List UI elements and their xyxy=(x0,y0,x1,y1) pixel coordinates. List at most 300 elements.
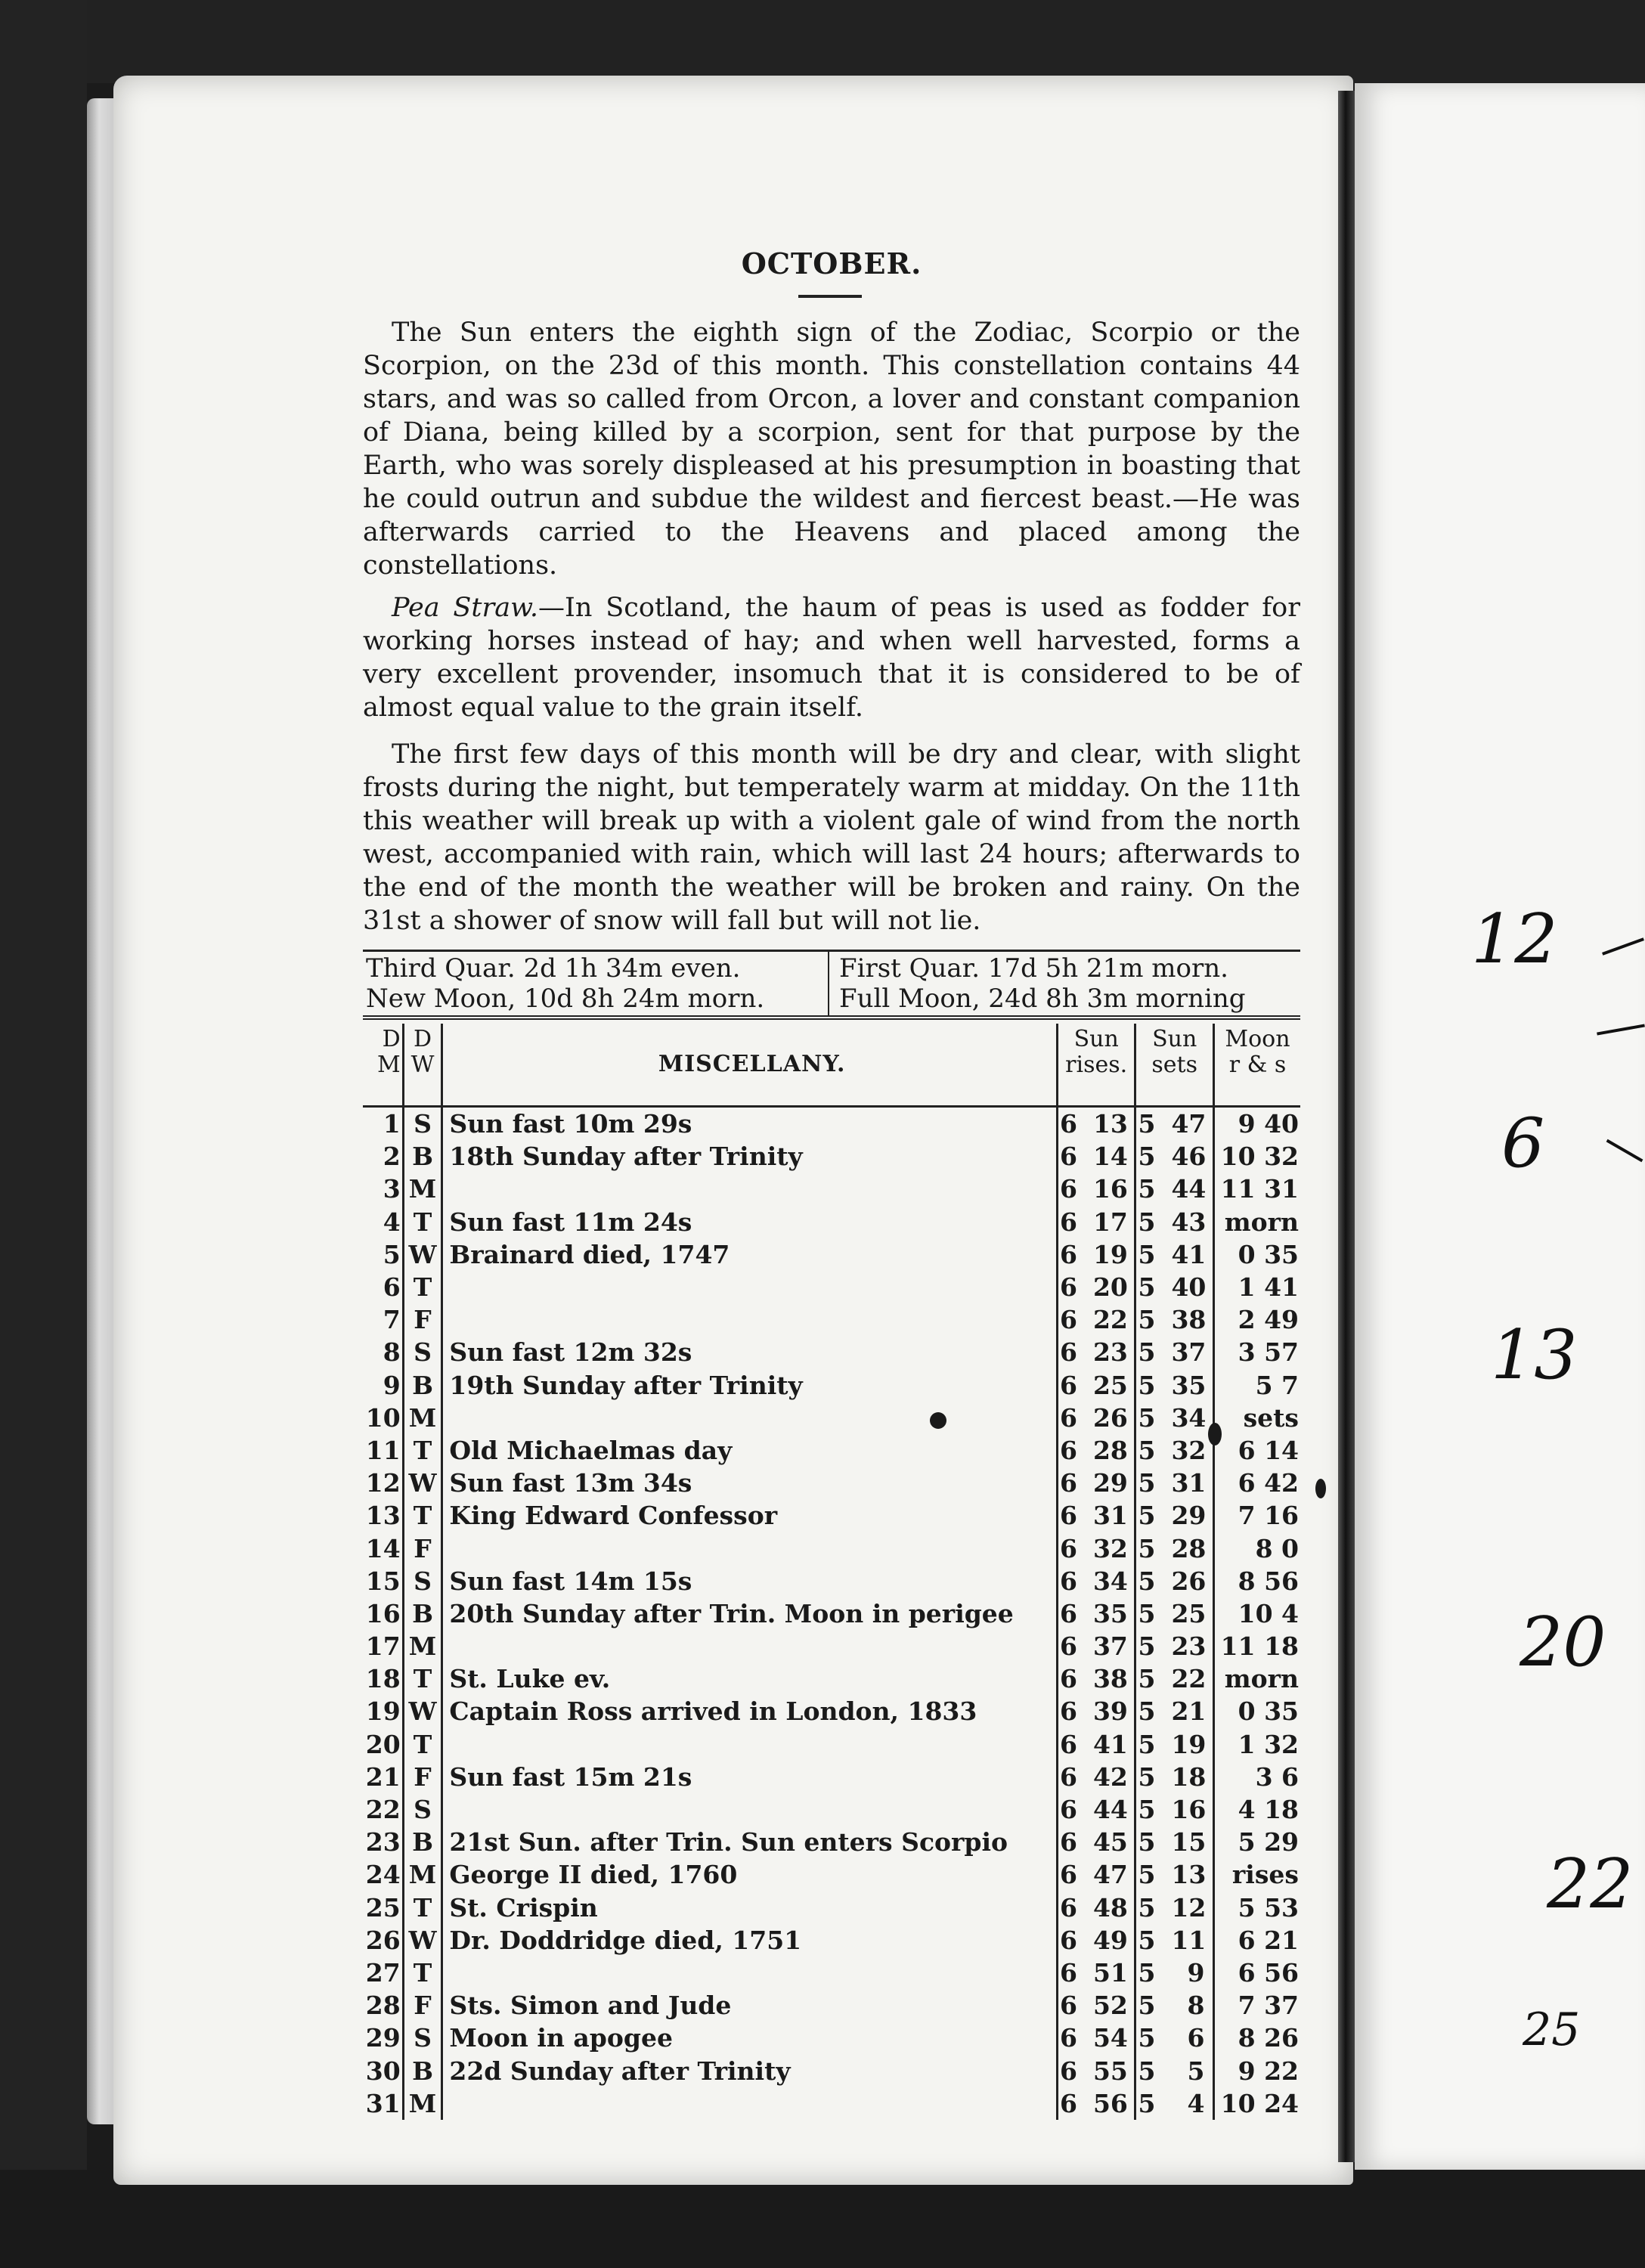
sunset-hour: 5 xyxy=(1138,1729,1156,1759)
sunset-hour: 5 xyxy=(1138,1142,1156,1172)
moon-phases-left xyxy=(366,953,819,1014)
sunrise-minute: 31 xyxy=(1092,1501,1128,1531)
moon-cell: 8 0 xyxy=(1255,1533,1299,1563)
day-of-week-cell: T xyxy=(403,1892,442,1924)
paragraph-text: The Sun enters the eighth sign of the Zodiac, Scorpio or the Scorpion, on the 23d of this month. This constellation contains 44 stars, and was so called from Orcon, a lover and constant companion of Diana, being killed by a scorpion, sent for that purpose by the Earth, who was sorely displeased at his presumption in boasting that he could outrun and subdue the wildest and fiercest beast.—He was afterwards carried to the Heavens and placed among the constellations. xyxy=(363,318,1300,581)
table-row xyxy=(363,1957,1300,1989)
miscellany-cell xyxy=(442,1793,1058,1826)
sunset-cell xyxy=(1135,1793,1214,1826)
sunrise-minute: 32 xyxy=(1092,1533,1128,1563)
day-of-week-cell: S xyxy=(403,2022,442,2054)
moon-cell: 9 22 xyxy=(1238,2056,1299,2086)
sunset-cell xyxy=(1135,1467,1214,1499)
sunrise-hour: 6 xyxy=(1059,1239,1077,1269)
table-row xyxy=(363,1206,1300,1238)
sunset-cell xyxy=(1135,1206,1214,1238)
sunrise-cell xyxy=(1057,1826,1135,1858)
sunset-cell xyxy=(1135,1858,1214,1891)
header-sun-rises: Sun rises. xyxy=(1057,1024,1135,1107)
sunrise-cell xyxy=(1057,1858,1135,1891)
moon-cell: 9 40 xyxy=(1238,1109,1299,1139)
day-of-week-cell: T xyxy=(403,1662,442,1695)
day-of-week-cell: B xyxy=(403,1826,442,1858)
day-of-month-cell: 20 xyxy=(363,1728,403,1761)
day-of-month-cell: 31 xyxy=(363,2087,403,2120)
day-of-month-cell: 1 xyxy=(363,1107,403,1141)
paragraph-weather xyxy=(363,738,1300,937)
sunset-hour: 5 xyxy=(1138,1664,1156,1694)
sunrise-hour: 6 xyxy=(1059,1860,1077,1890)
sunset-hour: 5 xyxy=(1138,1925,1156,1955)
sunrise-hour: 6 xyxy=(1059,1631,1077,1662)
sunrise-cell xyxy=(1057,2054,1135,2087)
handwritten-stroke xyxy=(1602,937,1644,956)
sunset-hour: 5 xyxy=(1138,2023,1156,2053)
miscellany-cell: Sun fast 14m 15s xyxy=(442,1565,1058,1597)
sunrise-hour: 6 xyxy=(1059,1402,1077,1433)
miscellany-cell: George II died, 1760 xyxy=(442,1858,1058,1891)
calendar-table xyxy=(363,1024,1300,2120)
sunrise-minute: 52 xyxy=(1092,1991,1128,2021)
miscellany-cell xyxy=(442,1957,1058,1989)
paragraph-text: The first few days of this month will be dry and clear, with slight frosts during the night, but temperately warm at midday. On the 11th this weather will break up with a violent gale of wind from the north west, accompanied with rain, which will last 24 hours; afterwards to the end of the month the weather will be broken and rainy. On the 31st a shower of snow will fall but will not lie. xyxy=(363,739,1300,936)
table-row xyxy=(363,1662,1300,1695)
moon-cell: 5 29 xyxy=(1238,1827,1299,1857)
moon-cell: 3 6 xyxy=(1255,1761,1299,1792)
table-row xyxy=(363,1173,1300,1205)
sunset-cell xyxy=(1135,1597,1214,1630)
moon-cell: morn xyxy=(1224,1207,1299,1237)
sunrise-minute: 22 xyxy=(1092,1305,1128,1335)
sunset-cell xyxy=(1135,1336,1214,1368)
sunset-minute: 15 xyxy=(1171,1827,1207,1857)
sunrise-hour: 6 xyxy=(1059,2088,1077,2118)
book-spine xyxy=(1338,91,1355,2162)
sunset-minute: 34 xyxy=(1171,1402,1207,1433)
miscellany-cell: 22d Sunday after Trinity xyxy=(442,2054,1058,2087)
handwritten-number: 13 xyxy=(1491,1315,1578,1395)
sunrise-minute: 44 xyxy=(1092,1795,1128,1825)
day-of-week-cell: M xyxy=(403,1858,442,1891)
miscellany-cell: 20th Sunday after Trin. Moon in perigee xyxy=(442,1597,1058,1630)
sunset-hour: 5 xyxy=(1138,2088,1156,2118)
miscellany-cell xyxy=(442,1271,1058,1303)
sunrise-hour: 6 xyxy=(1059,1892,1077,1923)
miscellany-cell xyxy=(442,1303,1058,1336)
sunrise-minute: 45 xyxy=(1092,1827,1128,1857)
miscellany-cell: 21st Sun. after Trin. Sun enters Scorpio xyxy=(442,1826,1058,1858)
sunset-hour: 5 xyxy=(1138,2056,1156,2086)
sunset-cell xyxy=(1135,1957,1214,1989)
miscellany-cell: Dr. Doddridge died, 1751 xyxy=(442,1924,1058,1957)
sunset-cell xyxy=(1135,1892,1214,1924)
moon-cell: 10 24 xyxy=(1220,2088,1299,2118)
sunset-minute: 9 xyxy=(1187,1957,1205,1988)
sunrise-minute: 38 xyxy=(1092,1664,1128,1694)
sunrise-minute: 54 xyxy=(1092,2023,1128,2053)
sunset-hour: 5 xyxy=(1138,1566,1156,1596)
moon-cell: 0 35 xyxy=(1238,1696,1299,1727)
day-of-month-cell: 10 xyxy=(363,1402,403,1434)
miscellany-cell: Old Michaelmas day xyxy=(442,1434,1058,1467)
moon-cell: 6 56 xyxy=(1238,1957,1299,1988)
miscellany-cell xyxy=(442,1173,1058,1205)
sunrise-cell xyxy=(1057,1761,1135,1793)
moon-phases-right xyxy=(839,953,1299,1014)
sunset-minute: 28 xyxy=(1171,1533,1207,1563)
table-row xyxy=(363,1140,1300,1173)
sunrise-minute: 17 xyxy=(1092,1207,1128,1237)
day-of-month-cell: 7 xyxy=(363,1303,403,1336)
day-of-week-cell: F xyxy=(403,1989,442,2022)
day-of-month-cell: 27 xyxy=(363,1957,403,1989)
day-of-week-cell: M xyxy=(403,1630,442,1662)
page-title: OCTOBER. xyxy=(741,246,922,280)
sunrise-hour: 6 xyxy=(1059,1207,1077,1237)
sunset-minute: 35 xyxy=(1171,1370,1207,1400)
sunrise-minute: 13 xyxy=(1092,1109,1128,1139)
paragraph-text: —In Scotland, the haum of peas is used as fodder for working horses instead of hay; and when well harvested, forms a very excellent provender, insomuch that it is considered to be of almost equal value to the grain itself. xyxy=(363,593,1300,723)
sunrise-cell xyxy=(1057,1206,1135,1238)
sunrise-hour: 6 xyxy=(1059,1598,1077,1628)
sunset-hour: 5 xyxy=(1138,1305,1156,1335)
sunset-cell xyxy=(1135,1173,1214,1205)
sunrise-cell xyxy=(1057,1499,1135,1532)
sunset-cell xyxy=(1135,1107,1214,1141)
sunrise-hour: 6 xyxy=(1059,1696,1077,1727)
sunset-hour: 5 xyxy=(1138,1468,1156,1498)
sunrise-hour: 6 xyxy=(1059,1729,1077,1759)
day-of-week-cell: T xyxy=(403,1434,442,1467)
table-row xyxy=(363,1597,1300,1630)
sunrise-minute: 25 xyxy=(1092,1370,1128,1400)
sunset-hour: 5 xyxy=(1138,1402,1156,1433)
day-of-month-cell: 3 xyxy=(363,1173,403,1205)
sunrise-hour: 6 xyxy=(1059,1533,1077,1563)
sunset-minute: 43 xyxy=(1171,1207,1207,1237)
sunset-hour: 5 xyxy=(1138,1957,1156,1988)
sunset-hour: 5 xyxy=(1138,1598,1156,1628)
sunset-minute: 5 xyxy=(1187,2056,1205,2086)
day-of-week-cell: W xyxy=(403,1467,442,1499)
handwritten-stroke xyxy=(1606,1139,1643,1162)
miscellany-cell: Captain Ross arrived in London, 1833 xyxy=(442,1695,1058,1727)
day-of-month-cell: 2 xyxy=(363,1140,403,1173)
sunrise-hour: 6 xyxy=(1059,1174,1077,1204)
day-of-week-cell: T xyxy=(403,1271,442,1303)
sunset-cell xyxy=(1135,1630,1214,1662)
day-of-month-cell: 23 xyxy=(363,1826,403,1858)
ink-smudge xyxy=(1315,1479,1326,1498)
sunrise-cell xyxy=(1057,1662,1135,1695)
day-of-month-cell: 8 xyxy=(363,1336,403,1368)
day-of-month-cell: 17 xyxy=(363,1630,403,1662)
day-of-week-cell: S xyxy=(403,1336,442,1368)
miscellany-cell: 18th Sunday after Trinity xyxy=(442,1140,1058,1173)
sunrise-cell xyxy=(1057,1173,1135,1205)
table-row xyxy=(363,1761,1300,1793)
sunrise-cell xyxy=(1057,2087,1135,2120)
day-of-month-cell: 25 xyxy=(363,1892,403,1924)
sunrise-minute: 56 xyxy=(1092,2088,1128,2118)
table-row xyxy=(363,1107,1300,1141)
day-of-week-cell: B xyxy=(403,1597,442,1630)
moon-cell: 2 49 xyxy=(1238,1305,1299,1335)
sunset-hour: 5 xyxy=(1138,1501,1156,1531)
moon-cell: 7 37 xyxy=(1238,1991,1299,2021)
miscellany-cell: St. Crispin xyxy=(442,1892,1058,1924)
moon-cell: 11 31 xyxy=(1220,1174,1299,1204)
day-of-month-cell: 13 xyxy=(363,1499,403,1532)
ink-smudge xyxy=(1208,1423,1222,1445)
table-row xyxy=(363,1532,1300,1564)
sunrise-cell xyxy=(1057,1924,1135,1957)
day-of-week-cell: F xyxy=(403,1761,442,1793)
sunset-cell xyxy=(1135,1662,1214,1695)
day-of-month-cell: 14 xyxy=(363,1532,403,1564)
sunset-minute: 4 xyxy=(1187,2088,1205,2118)
sunrise-cell xyxy=(1057,1989,1135,2022)
phases-divider xyxy=(828,952,829,1015)
table-row xyxy=(363,1271,1300,1303)
paragraph-pea-straw xyxy=(363,591,1300,724)
sunset-minute: 16 xyxy=(1171,1795,1207,1825)
page-stack-edge xyxy=(87,98,117,2124)
sunrise-hour: 6 xyxy=(1059,1566,1077,1596)
table-row xyxy=(363,1434,1300,1467)
sunset-hour: 5 xyxy=(1138,1795,1156,1825)
sunrise-cell xyxy=(1057,1434,1135,1467)
sunset-hour: 5 xyxy=(1138,1239,1156,1269)
sunset-cell xyxy=(1135,2022,1214,2054)
sunrise-minute: 23 xyxy=(1092,1337,1128,1368)
sunset-minute: 13 xyxy=(1171,1860,1207,1890)
moon-cell: 7 16 xyxy=(1238,1501,1299,1531)
day-of-week-cell: M xyxy=(403,2087,442,2120)
day-of-week-cell: B xyxy=(403,1140,442,1173)
day-of-month-cell: 29 xyxy=(363,2022,403,2054)
sunset-minute: 6 xyxy=(1187,2023,1205,2053)
sunset-cell xyxy=(1135,1369,1214,1402)
sunset-minute: 38 xyxy=(1171,1305,1207,1335)
sunrise-cell xyxy=(1057,2022,1135,2054)
day-of-month-cell: 5 xyxy=(363,1238,403,1271)
table-row xyxy=(363,1826,1300,1858)
sunrise-cell xyxy=(1057,1303,1135,1336)
sunset-cell xyxy=(1135,1140,1214,1173)
paragraph-scorpio xyxy=(363,316,1300,582)
table-row xyxy=(363,1303,1300,1336)
sunrise-cell xyxy=(1057,1369,1135,1402)
sunrise-hour: 6 xyxy=(1059,1142,1077,1172)
sunset-cell xyxy=(1135,1728,1214,1761)
sunrise-hour: 6 xyxy=(1059,1761,1077,1792)
header-day-of-week: D W xyxy=(403,1024,442,1107)
sunrise-cell xyxy=(1057,1467,1135,1499)
sunset-cell xyxy=(1135,1761,1214,1793)
sunset-hour: 5 xyxy=(1138,1207,1156,1237)
sunrise-hour: 6 xyxy=(1059,2056,1077,2086)
sunrise-hour: 6 xyxy=(1059,1468,1077,1498)
moon-cell: 6 14 xyxy=(1238,1435,1299,1465)
sunrise-cell xyxy=(1057,1793,1135,1826)
day-of-week-cell: F xyxy=(403,1303,442,1336)
sunset-hour: 5 xyxy=(1138,1991,1156,2021)
sunset-hour: 5 xyxy=(1138,1533,1156,1563)
table-row xyxy=(363,1402,1300,1434)
moon-phases xyxy=(363,950,1300,1020)
miscellany-cell: Sun fast 11m 24s xyxy=(442,1206,1058,1238)
sunrise-hour: 6 xyxy=(1059,1991,1077,2021)
sunrise-minute: 49 xyxy=(1092,1925,1128,1955)
miscellany-cell: Brainard died, 1747 xyxy=(442,1238,1058,1271)
sunrise-hour: 6 xyxy=(1059,1370,1077,1400)
sunrise-hour: 6 xyxy=(1059,1337,1077,1368)
handwritten-number: 12 xyxy=(1471,900,1558,979)
day-of-week-cell: M xyxy=(403,1402,442,1434)
day-of-month-cell: 12 xyxy=(363,1467,403,1499)
moon-cell: 5 53 xyxy=(1238,1892,1299,1923)
sunset-cell xyxy=(1135,1303,1214,1336)
sunset-hour: 5 xyxy=(1138,1892,1156,1923)
sunset-hour: 5 xyxy=(1138,1109,1156,1139)
sunset-minute: 40 xyxy=(1171,1272,1207,1303)
sunrise-cell xyxy=(1057,1336,1135,1368)
sunset-cell xyxy=(1135,1434,1214,1467)
table-row xyxy=(363,1336,1300,1368)
miscellany-cell: Sun fast 13m 34s xyxy=(442,1467,1058,1499)
table-header-row xyxy=(363,1024,1300,1107)
sunrise-hour: 6 xyxy=(1059,1664,1077,1694)
day-of-month-cell: 9 xyxy=(363,1369,403,1402)
sunset-cell xyxy=(1135,1924,1214,1957)
sunrise-minute: 42 xyxy=(1092,1761,1128,1792)
sunset-minute: 19 xyxy=(1171,1729,1207,1759)
day-of-week-cell: T xyxy=(403,1499,442,1532)
sunset-cell xyxy=(1135,1532,1214,1564)
paragraph-body xyxy=(363,591,1300,724)
moon-cell: 8 26 xyxy=(1238,2023,1299,2053)
handwritten-number: 20 xyxy=(1520,1603,1606,1682)
sunrise-minute: 20 xyxy=(1092,1272,1128,1303)
moon-cell: sets xyxy=(1243,1402,1299,1433)
sunrise-cell xyxy=(1057,1957,1135,1989)
ink-smudge xyxy=(930,1412,946,1429)
sunset-minute: 31 xyxy=(1171,1468,1207,1498)
sunset-hour: 5 xyxy=(1138,1631,1156,1662)
left-page xyxy=(113,76,1353,2185)
sunrise-hour: 6 xyxy=(1059,1957,1077,1988)
sunrise-cell xyxy=(1057,1892,1135,1924)
sunrise-hour: 6 xyxy=(1059,1827,1077,1857)
sunrise-minute: 39 xyxy=(1092,1696,1128,1727)
sunrise-hour: 6 xyxy=(1059,1795,1077,1825)
day-of-week-cell: S xyxy=(403,1107,442,1141)
sunrise-hour: 6 xyxy=(1059,1272,1077,1303)
sunset-minute: 37 xyxy=(1171,1337,1207,1368)
sunset-hour: 5 xyxy=(1138,1827,1156,1857)
day-of-week-cell: W xyxy=(403,1695,442,1727)
table-row xyxy=(363,1565,1300,1597)
sunset-cell xyxy=(1135,1402,1214,1434)
miscellany-cell: King Edward Confessor xyxy=(442,1499,1058,1532)
scan-background-top xyxy=(0,0,1645,83)
day-of-week-cell: S xyxy=(403,1565,442,1597)
header-day-of-month: D M xyxy=(363,1024,403,1107)
sunrise-hour: 6 xyxy=(1059,2023,1077,2053)
sunset-hour: 5 xyxy=(1138,1272,1156,1303)
sunset-minute: 11 xyxy=(1171,1925,1207,1955)
sunrise-cell xyxy=(1057,1107,1135,1141)
miscellany-cell xyxy=(442,1532,1058,1564)
handwritten-number: 25 xyxy=(1523,2003,1581,2056)
miscellany-cell xyxy=(442,2087,1058,2120)
sunset-hour: 5 xyxy=(1138,1174,1156,1204)
sunrise-minute: 47 xyxy=(1092,1860,1128,1890)
moon-cell: morn xyxy=(1224,1664,1299,1694)
header-moon: Moon r & s xyxy=(1213,1024,1300,1107)
miscellany-cell: 19th Sunday after Trinity xyxy=(442,1369,1058,1402)
sunset-hour: 5 xyxy=(1138,1696,1156,1727)
header-miscellany: MISCELLANY. xyxy=(442,1024,1058,1107)
sunrise-minute: 28 xyxy=(1092,1435,1128,1465)
full-moon: Full Moon, 24d 8h 3m morning xyxy=(839,984,1246,1014)
day-of-month-cell: 15 xyxy=(363,1565,403,1597)
miscellany-cell xyxy=(442,1728,1058,1761)
miscellany-cell: Sun fast 12m 32s xyxy=(442,1336,1058,1368)
day-of-week-cell: F xyxy=(403,1532,442,1564)
sunrise-hour: 6 xyxy=(1059,1109,1077,1139)
day-of-month-cell: 21 xyxy=(363,1761,403,1793)
day-of-week-cell: T xyxy=(403,1206,442,1238)
sunrise-hour: 6 xyxy=(1059,1501,1077,1531)
sunset-hour: 5 xyxy=(1138,1860,1156,1890)
day-of-month-cell: 26 xyxy=(363,1924,403,1957)
sunset-cell xyxy=(1135,1826,1214,1858)
day-of-month-cell: 4 xyxy=(363,1206,403,1238)
day-of-month-cell: 28 xyxy=(363,1989,403,2022)
third-quarter: Third Quar. 2d 1h 34m even. xyxy=(366,953,741,984)
sunrise-minute: 37 xyxy=(1092,1631,1128,1662)
sunset-minute: 32 xyxy=(1171,1435,1207,1465)
day-of-month-cell: 18 xyxy=(363,1662,403,1695)
sunrise-cell xyxy=(1057,1565,1135,1597)
miscellany-cell: Sun fast 15m 21s xyxy=(442,1761,1058,1793)
day-of-week-cell: S xyxy=(403,1793,442,1826)
table-row xyxy=(363,1238,1300,1271)
moon-cell: 10 4 xyxy=(1238,1598,1299,1628)
sunset-hour: 5 xyxy=(1138,1337,1156,1368)
day-of-week-cell: B xyxy=(403,1369,442,1402)
sunset-minute: 29 xyxy=(1171,1501,1207,1531)
table-row xyxy=(363,1924,1300,1957)
sunset-cell xyxy=(1135,2054,1214,2087)
sunset-minute: 25 xyxy=(1171,1598,1207,1628)
sunset-cell xyxy=(1135,1565,1214,1597)
title-rule xyxy=(798,295,862,298)
miscellany-cell: Moon in apogee xyxy=(442,2022,1058,2054)
table-row xyxy=(363,1369,1300,1402)
sunrise-minute: 14 xyxy=(1092,1142,1128,1172)
table-row xyxy=(363,1467,1300,1499)
day-of-week-cell: T xyxy=(403,1728,442,1761)
sunrise-minute: 29 xyxy=(1092,1468,1128,1498)
sunset-cell xyxy=(1135,1989,1214,2022)
paragraph-lead: Pea Straw. xyxy=(392,593,538,623)
table-row xyxy=(363,2087,1300,2120)
day-of-month-cell: 19 xyxy=(363,1695,403,1727)
moon-cell: 5 7 xyxy=(1255,1370,1299,1400)
